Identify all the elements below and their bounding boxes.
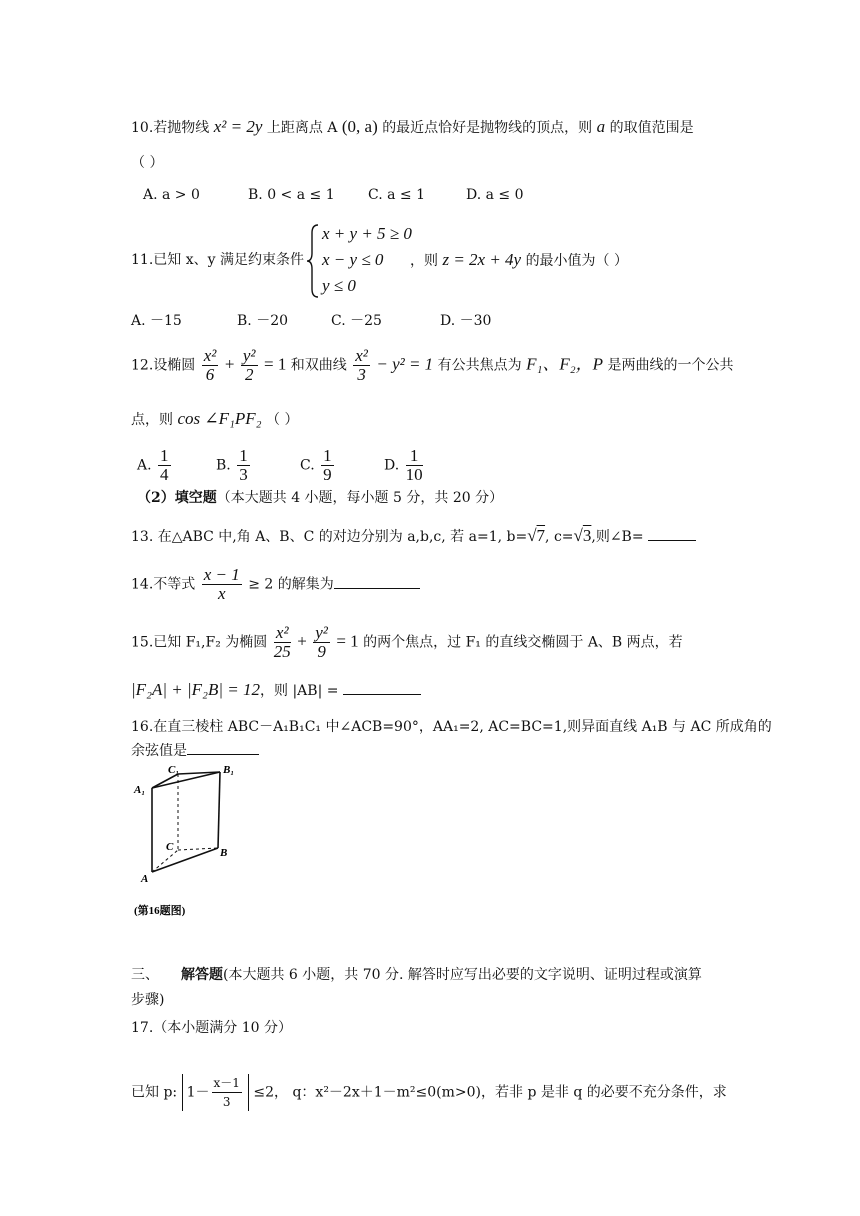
q17-line bbox=[131, 1074, 727, 1111]
q15-frac1: $\frac{\text{x²}}{25}$ bbox=[273, 623, 291, 661]
q17-abs: 1－ $\frac{x-1}{3}$ bbox=[182, 1074, 249, 1111]
q16-answer-blank[interactable] bbox=[187, 740, 259, 755]
figure-label-c: C bbox=[166, 841, 174, 853]
q11-constraint-1: x + y + 5 ≥ 0 bbox=[322, 224, 412, 243]
q11-option-b: B. －20 bbox=[237, 313, 289, 329]
q12-line2-a: 点，则 bbox=[131, 412, 173, 428]
q12-text-d: 是两曲线的一个公共 bbox=[607, 357, 734, 374]
q10-equation: x² = 2y bbox=[213, 117, 263, 136]
q13-mid: , c= bbox=[545, 529, 574, 545]
q13-answer-blank[interactable] bbox=[648, 526, 696, 541]
section3-desc: (本大题共 6 小题，共 70 分. 解答时应写出必要的文字说明、证明过程或演算 bbox=[223, 967, 702, 983]
q13-text: 13. 在△ABC 中,角 A、B、C 的对边分别为 a,b,c, 若 a=1, b= bbox=[131, 529, 528, 545]
q10-paren: （ ） bbox=[131, 155, 164, 171]
q16-prism-figure bbox=[130, 760, 250, 920]
figure-label-a: A bbox=[141, 873, 149, 885]
q14-text-b: ≥ 2 的解集为 bbox=[248, 576, 334, 593]
q10-option-b: B. 0 < a ≤ 1 bbox=[248, 187, 335, 203]
figure-label-b: B bbox=[220, 847, 228, 859]
q10-var: a bbox=[596, 117, 606, 136]
q16-line2-text: 余弦值是 bbox=[131, 743, 187, 759]
q11-option-c: C. －25 bbox=[331, 313, 382, 329]
q11-intro: 11.已知 x、y 满足约束条件 bbox=[131, 252, 304, 268]
section2-desc: （本大题共 4 小题，每小题 5 分，共 20 分） bbox=[216, 490, 504, 506]
q13-root2: 3 bbox=[582, 526, 592, 545]
section3-title: 解答题 bbox=[181, 967, 223, 983]
section3-heading bbox=[131, 965, 702, 985]
q11-option-d: D. －30 bbox=[440, 313, 492, 329]
q13-line: 13. 在△ABC 中,角 A、B、C 的对边分别为 a,b,c, 若 a=1, b=√7, c=√3,则∠B= bbox=[131, 526, 696, 547]
q10-option-a: A. a > 0 bbox=[143, 187, 200, 203]
q16-line1: 16.在直三棱柱 ABC－A₁B₁C₁ 中∠ACB=90°，AA₁=2, AC=BC=1,则异面直线 A₁B 与 AC 所成角的 bbox=[131, 719, 772, 735]
q17-header: 17.（本小题满分 10 分） bbox=[131, 1020, 292, 1036]
q14-text-a: 14.不等式 bbox=[131, 576, 196, 593]
q12-cos: cos ∠F₁PF₂ bbox=[177, 409, 262, 428]
section3-num: 三、 bbox=[131, 967, 159, 983]
q12-line1: 12.设椭圆 $\frac{\text{x²}}{6}$ + $\frac{\text{y²}}{2}$ = 1 和双曲线 $\frac{\text{x²}}{3}$ − y² = 1 有公共焦点为 F₁、F₂，P 是两曲线的一个公共 bbox=[131, 346, 734, 384]
q15-text-b: 的两个焦点，过 F₁ 的直线交椭圆于 A、B 两点，若 bbox=[363, 634, 683, 651]
q17-text-a: 已知 p: bbox=[131, 1084, 178, 1101]
q12-option-a: A. $\frac{1}{4}$ bbox=[137, 446, 169, 484]
q10-text: 10.若抛物线 bbox=[131, 120, 210, 136]
q12-option-d: D. $\frac{1}{10}$ bbox=[384, 446, 423, 484]
q15-line2-text: ，则 |AB| = bbox=[260, 683, 339, 699]
q14-answer-blank[interactable] bbox=[334, 574, 420, 589]
figure-label-b1: B₁ bbox=[223, 764, 235, 776]
q11-tail bbox=[410, 250, 628, 271]
q12-line2-b: （ ） bbox=[266, 412, 299, 428]
figure-caption: (第16题图) bbox=[134, 905, 186, 917]
q10-text-b: 上距离点 A bbox=[266, 120, 338, 136]
q11-text-b: ，则 bbox=[410, 253, 438, 269]
q14-frac: $\frac{x - 1}{x}$ bbox=[203, 565, 240, 603]
q12-option-b: B. $\frac{1}{3}$ bbox=[216, 446, 248, 484]
q12-option-c: C. $\frac{1}{9}$ bbox=[300, 446, 332, 484]
q11-brace bbox=[306, 223, 320, 299]
q11-constraint-3: y ≤ 0 bbox=[322, 276, 356, 295]
q14-line bbox=[131, 566, 420, 603]
q11-option-a: A. －15 bbox=[131, 313, 182, 329]
q12-text-a: 12.设椭圆 bbox=[131, 357, 196, 374]
q10-point: (0, a) bbox=[341, 117, 378, 136]
section2-heading bbox=[137, 488, 503, 508]
q11-constraint-2: x − y ≤ 0 bbox=[322, 250, 384, 269]
q15-eq: = 1 bbox=[336, 631, 359, 651]
q12-ellipse-frac2: $\frac{\text{y²}}{2}$ bbox=[242, 346, 256, 384]
figure-label-a1: A₁ bbox=[134, 784, 146, 796]
q10-line1 bbox=[131, 117, 694, 138]
q15-answer-blank[interactable] bbox=[343, 680, 421, 695]
section3-desc2: 步骤) bbox=[131, 992, 165, 1008]
q12-text-b: 和双曲线 bbox=[290, 357, 347, 374]
q12-foci: F₁、F₂，P bbox=[526, 354, 604, 374]
q16-line2 bbox=[131, 740, 259, 761]
q12-line2 bbox=[131, 409, 299, 430]
q12-hyper-rest: − y² = 1 bbox=[376, 354, 434, 374]
q10-option-c: C. a ≤ 1 bbox=[368, 187, 425, 203]
q13-root1: 7 bbox=[536, 526, 546, 545]
q10-option-d: D. a ≤ 0 bbox=[466, 187, 524, 203]
q11-objective: z = 2x + 4y bbox=[442, 250, 522, 269]
q12-hyper-frac: $\frac{\text{x²}}{3}$ bbox=[355, 346, 368, 384]
q12-eq1: = 1 bbox=[263, 354, 287, 374]
q15-frac2: $\frac{\text{y²}}{9}$ bbox=[315, 623, 328, 661]
section2-title: （2）填空题 bbox=[137, 490, 217, 506]
q15-text-a: 15.已知 F₁,F₂ 为椭圆 bbox=[131, 634, 268, 651]
figure-label-c1: C₁ bbox=[168, 764, 180, 776]
q15-line1: 15.已知 F₁,F₂ 为椭圆 $\frac{\text{x²}}{25}$ + $\frac{\text{y²}}{9}$ = 1 的两个焦点，过 F₁ 的直线交椭圆于 A、B 两点，若 bbox=[131, 623, 683, 661]
q15-line2-math: |F₂A| + |F₂B| = 12 bbox=[131, 680, 260, 699]
q12-ellipse-frac1: $\frac{\text{x²}}{6}$ bbox=[203, 346, 217, 384]
q10-text-d: 的取值范围是 bbox=[609, 120, 694, 136]
q15-line2 bbox=[131, 680, 421, 701]
q10-text-c: 的最近点恰好是抛物线的顶点，则 bbox=[382, 120, 593, 136]
q12-text-c: 有公共焦点为 bbox=[437, 357, 522, 374]
q13-end: ,则∠B= bbox=[591, 529, 644, 545]
q17-text-b: ≤2， q：x²－2x＋1－m²≤0(m>0)，若非 p 是非 q 的必要不充分条件，求 bbox=[253, 1084, 727, 1101]
q11-text-c: 的最小值为（ ） bbox=[525, 253, 629, 269]
